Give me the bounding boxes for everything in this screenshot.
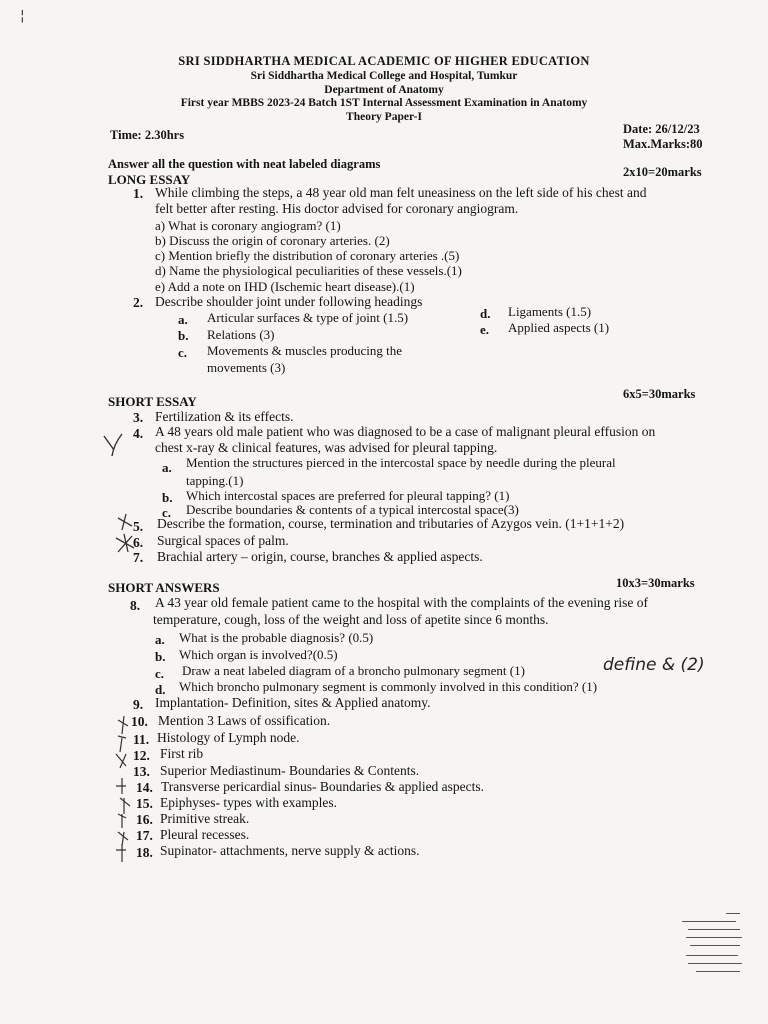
question-number: 13. [133, 764, 150, 779]
question-10-text: Mention 3 Laws of ossification. [158, 713, 331, 728]
question-1-line-1: While climbing the steps, a 48 year old man felt uneasiness on the left side of his chest and [155, 185, 647, 200]
option-label: a. [155, 632, 165, 647]
pen-mark-icon [100, 430, 128, 460]
option-label: b. [178, 328, 189, 343]
question-1c: c) Mention briefly the distribution of coronary arteries .(5) [155, 248, 460, 263]
college-name: Sri Siddhartha Medical College and Hospital, Tumkur [250, 70, 518, 82]
question-1e: e) Add a note on IHD (Ischemic heart disease).(1) [155, 279, 415, 294]
question-8b: Which organ is involved?(0.5) [179, 647, 338, 662]
option-label: c. [162, 505, 172, 520]
pen-mark-icon [112, 512, 140, 554]
question-4-line-1: A 48 years old male patient who was diagnosed to be a case of malignant pleural effusion on [155, 424, 656, 439]
question-2e: Applied aspects (1) [508, 320, 610, 335]
question-8a: What is the probable diagnosis? (0.5) [179, 630, 374, 645]
option-label: e. [480, 322, 490, 337]
question-11-text: Histology of Lymph node. [157, 730, 300, 745]
question-number: 10. [131, 714, 148, 729]
short-essay-marks: 6x5=30marks [623, 387, 696, 401]
question-number: 17. [136, 828, 153, 843]
exam-title: First year MBBS 2023-24 Batch 1ST Internal Assessment Examination in Anatomy [180, 97, 588, 109]
option-label: b. [155, 649, 166, 664]
question-number: 2. [133, 295, 144, 310]
question-14-text: Transverse pericardial sinus- Boundaries & applied aspects. [161, 779, 485, 794]
question-4b: Which intercostal spaces are preferred for pleural tapping? (1) [186, 488, 510, 503]
question-number: 11. [133, 732, 150, 747]
long-essay-marks: 2x10=20marks [623, 165, 702, 179]
handwritten-note: define & (2) [603, 655, 705, 675]
option-label: d. [480, 306, 491, 321]
short-answers-heading: SHORT ANSWERS [108, 580, 220, 595]
question-16-text: Primitive streak. [160, 811, 250, 826]
question-5-text: Describe the formation, course, termination and tributaries of Azygos vein. (1+1+1+2) [157, 516, 625, 531]
question-number: 18. [136, 845, 153, 860]
question-8-line-1: A 43 year old female patient came to the hospital with the complaints of the evening rise of [155, 595, 648, 610]
question-1d: d) Name the physiological peculiarities of these vessels.(1) [155, 263, 462, 278]
instruction-text: Answer all the question with neat labeled diagrams [108, 157, 381, 171]
question-number: 5. [133, 519, 144, 534]
date-label: Date: 26/12/23 [623, 122, 700, 136]
question-1a: a) What is coronary angiogram? (1) [155, 218, 341, 233]
option-label: a. [178, 312, 188, 327]
paper-title: Theory Paper-I [346, 111, 422, 123]
option-label: a. [162, 460, 172, 475]
short-essay-heading: SHORT ESSAY [108, 394, 197, 409]
question-number: 6. [133, 535, 144, 550]
department-name: Department of Anatomy [324, 84, 444, 96]
question-number: 7. [133, 550, 144, 565]
question-2-text: Describe shoulder joint under following headings [155, 294, 423, 309]
question-13-text: Superior Mediastinum- Boundaries & Contents. [160, 763, 420, 778]
question-4-line-2: chest x-ray & clinical features, was advised for pleural tapping. [155, 440, 498, 455]
question-4a-line-2: tapping.(1) [186, 473, 244, 488]
short-answers-marks: 10x3=30marks [616, 576, 695, 590]
question-1b: b) Discuss the origin of coronary arteries. (2) [155, 233, 390, 248]
question-number: 3. [133, 410, 144, 425]
question-4a-line-1: Mention the structures pierced in the intercostal space by needle during the pleural [186, 455, 616, 470]
question-6-text: Surgical spaces of palm. [157, 533, 289, 548]
question-number: 15. [136, 796, 153, 811]
question-4c: Describe boundaries & contents of a typical intercostal space(3) [186, 502, 519, 517]
question-8c: Draw a neat labeled diagram of a broncho pulmonary segment (1) [182, 663, 525, 678]
question-number: 9. [133, 697, 144, 712]
pen-mark-icon [112, 714, 136, 864]
question-number: 16. [136, 812, 153, 827]
question-8d: Which broncho pulmonary segment is commonly involved in this condition? (1) [179, 679, 598, 694]
question-9-text: Implantation- Definition, sites & Applied anatomy. [155, 695, 431, 710]
max-marks-label: Max.Marks:80 [623, 137, 703, 151]
question-1-line-2: felt better after resting. His doctor advised for coronary angiogram. [155, 201, 519, 216]
pen-scribble-icon [676, 905, 756, 985]
question-2c-line-1: Movements & muscles producing the [207, 343, 402, 358]
option-label: b. [162, 490, 173, 505]
question-3-text: Fertilization & its effects. [155, 409, 294, 424]
question-number: 4. [133, 426, 144, 441]
question-18-text: Supinator- attachments, nerve supply & actions. [160, 843, 420, 858]
question-number: 8. [130, 598, 141, 613]
question-2c-line-2: movements (3) [207, 360, 286, 375]
question-15-text: Epiphyses- types with examples. [160, 795, 337, 810]
question-8-line-2: temperature, cough, loss of the weight and loss of apetite since 6 months. [153, 612, 549, 627]
question-7-text: Brachial artery – origin, course, branches & applied aspects. [157, 549, 483, 564]
question-12-text: First rib [160, 746, 204, 761]
question-2a: Articular surfaces & type of joint (1.5) [207, 310, 409, 325]
question-2d: Ligaments (1.5) [508, 304, 592, 319]
question-17-text: Pleural recesses. [160, 827, 250, 842]
margin-mark-icon: ¦ [20, 8, 25, 24]
time-label: Time: 2.30hrs [110, 128, 185, 142]
long-essay-heading: LONG ESSAY [108, 172, 191, 187]
question-number: 12. [133, 748, 150, 763]
option-label: d. [155, 682, 166, 697]
university-name: SRI SIDDHARTHA MEDICAL ACADEMIC OF HIGHER EDUCATION [178, 54, 590, 68]
option-label: c. [155, 666, 165, 681]
option-label: c. [178, 345, 188, 360]
question-number: 1. [133, 186, 144, 201]
question-2b: Relations (3) [207, 327, 275, 342]
question-number: 14. [136, 780, 153, 795]
